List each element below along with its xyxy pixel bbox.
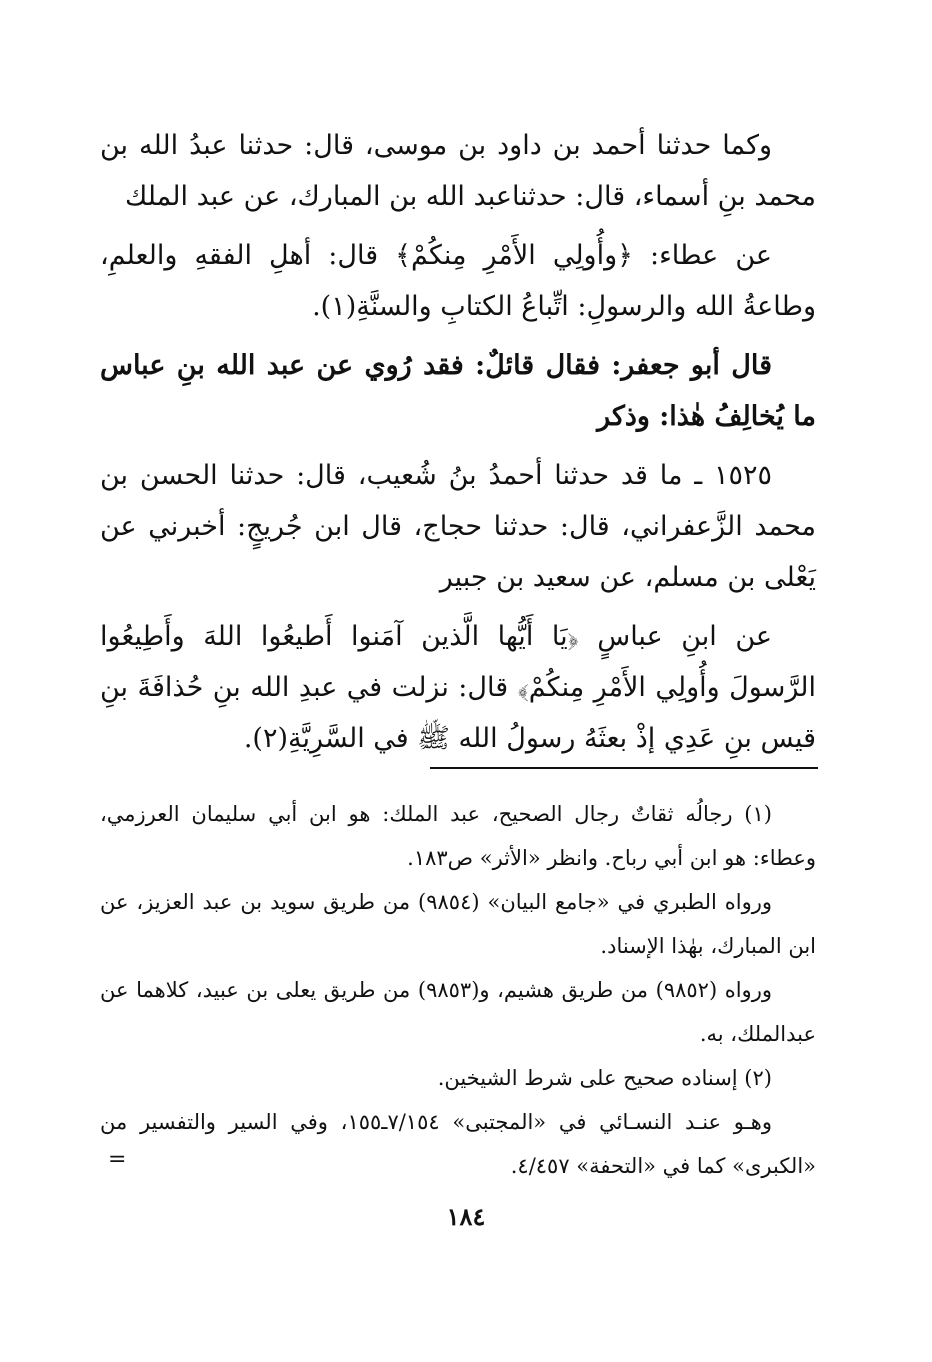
paragraph-ata-saying: عن عطاء: ﴿وأُولِي الأَمْرِ مِنكُمْ﴾ قال: أهلِ الفقهِ والعلمِ، وطاعةُ الله والرسولِ: اتِّباعُ الكتابِ والسنَّةِ(١).	[100, 240, 816, 322]
continuation-mark: =	[108, 1147, 127, 1172]
main-text	[100, 120, 816, 772]
paragraph-hadith-1525: ١٥٢٥ ـ ما قد حدثنا أحمدُ بنُ شُعيب، قال: حدثنا الحسن بن محمد الزَّعفراني، قال: حدثنا حجاج، قال ابن جُريجٍ: أخبرني عن يَعْلى بن مسلم، عن سعيد بن جبير	[100, 460, 816, 593]
footnote-2: (٢) إسناده صحيح على شرط الشيخين.	[437, 1066, 772, 1090]
paragraph-abu-jafar: قال أبو جعفر: فقال قائلٌ: فقد رُوي عن عبد الله بنِ عباس ما يُخالِفُ هٰذا: وذكر	[100, 350, 816, 432]
footnote-1-additional: ورواه (٩٨٥٢) من طريق هشيم، و(٩٨٥٣) من طريق يعلى بن عبيد، كلاهما عن عبدالملك، به.	[100, 978, 816, 1046]
footnote-divider	[430, 767, 818, 769]
footnote-1-tabari: ورواه الطبري في «جامع البيان» (٩٨٥٤) من طريق سويد بن عبد العزيز، عن ابن المبارك، بهٰذا الإسناد.	[100, 890, 816, 958]
paragraph-ibn-abbas: عن ابنِ عباسٍ ﴿يَا أَيُّها الَّذين آمَنوا أَطيعُوا اللهَ وأَطِيعُوا الرَّسولَ وأُولِي الأَمْرِ مِنكُمْ﴾ قال: نزلت في عبدِ الله بنِ حُذافَةَ بنِ قيس بنِ عَدِي إذْ بعثَهُ رسولُ الله ﷺ في السَّرِيَّةِ(٢).	[100, 621, 816, 754]
footnote-1: (١) رجالُه ثقاتٌ رجال الصحيح، عبد الملك: هو ابن أبي سليمان العرزمي، وعطاء: هو ابن أبي رباح. وانظر «الأثر» ص١٨٣.	[100, 802, 816, 870]
paragraph-isnad-ahmad-bin-dawud: وكما حدثنا أحمد بن داود بن موسى، قال: حدثنا عبدُ الله بن محمد بنِ أسماء، قال: حدثناعبد الله بن المبارك، عن عبد الملك	[100, 130, 816, 212]
page-number: ١٨٤	[446, 1202, 486, 1231]
footnote-2-nasai: وهـو عنـد النسـائي في «المجتبى» ٧/١٥٤ـ١٥٥، وفي السير والتفسير من «الكبرى» كما في «التحفة» ٤/٤٥٧.	[100, 1110, 816, 1178]
footnotes	[100, 792, 816, 1188]
